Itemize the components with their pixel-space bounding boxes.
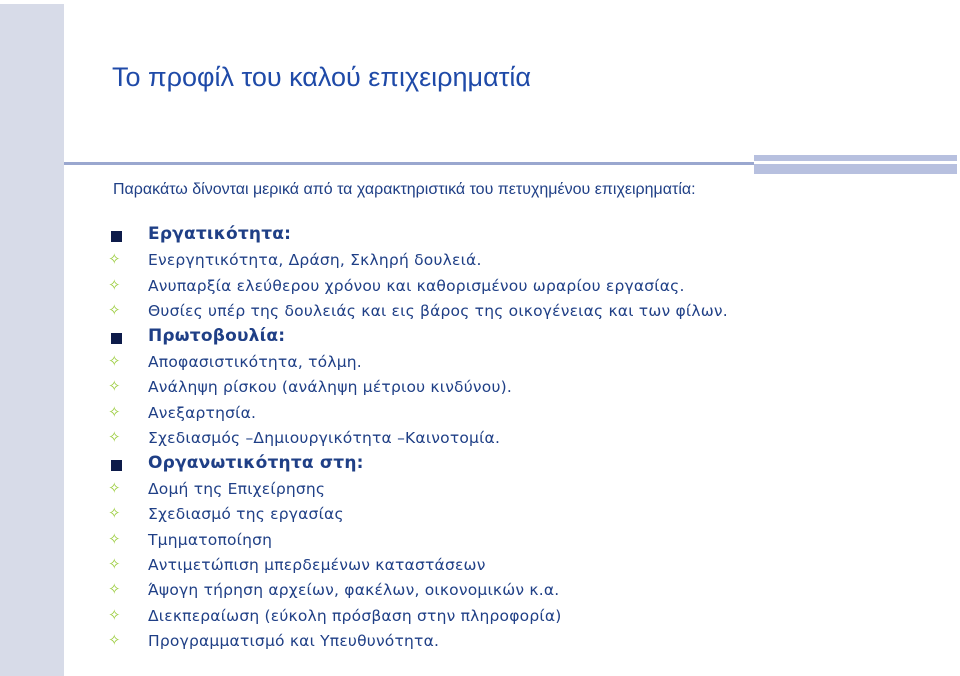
list-item-text: Δομή της Επιχείρησης: [148, 479, 326, 498]
list-item: [108, 274, 928, 299]
diamond-star-bullet-icon: ✧: [108, 580, 121, 599]
list-item-text: Άψογη τήρηση αρχείων, φακέλων, οικονομικών κ.α.: [148, 581, 560, 600]
list-item-text: Ενεργητικότητα, Δράση, Σκληρή δουλειά.: [148, 251, 482, 270]
list-item-text: Σχεδιασμό της εργασίας: [148, 505, 344, 524]
list-item: [108, 426, 928, 451]
list-item-text: Αντιμετώπιση μπερδεμένων καταστάσεων: [148, 556, 486, 575]
list-item-text: Ανεξαρτησία.: [148, 403, 257, 422]
title-divider-line: [64, 162, 754, 165]
list-item: [108, 401, 928, 426]
section-heading-text: Πρωτοβουλία:: [148, 325, 286, 346]
list-item: [108, 553, 928, 578]
diamond-star-bullet-icon: ✧: [108, 504, 121, 523]
list-item: [108, 578, 928, 603]
title-divider-block: [754, 155, 957, 174]
characteristics-list: [108, 223, 928, 655]
list-item: [108, 299, 928, 324]
diamond-star-bullet-icon: ✧: [108, 301, 121, 320]
square-bullet-icon: [111, 231, 122, 242]
diamond-star-bullet-icon: ✧: [108, 555, 121, 574]
diamond-star-bullet-icon: ✧: [108, 478, 121, 497]
square-bullet-icon: [111, 460, 122, 471]
list-item-text: Σχεδιασμός –Δημιουργικότητα –Καινοτομία.: [148, 429, 501, 448]
list-item-text: Θυσίες υπέρ της δουλειάς και εις βάρος της οικογένειας και των φίλων.: [148, 302, 728, 321]
section-heading: [108, 325, 928, 350]
diamond-star-bullet-icon: ✧: [108, 605, 121, 624]
section-heading-text: Οργανωτικότητα στη:: [148, 452, 364, 473]
section-heading-text: Εργατικότητα:: [148, 224, 292, 244]
intro-text: Παρακάτω δίνονται μερικά από τα χαρακτηριστικά του πετυχημένου επιχειρηματία:: [113, 181, 696, 198]
diamond-star-bullet-icon: ✧: [108, 250, 121, 269]
list-item: [108, 528, 928, 553]
list-item: [108, 477, 928, 502]
list-item-text: Διεκπεραίωση (εύκολη πρόσβαση στην πληροφορία): [148, 606, 562, 625]
list-item: [108, 375, 928, 400]
list-item-text: Προγραμματισμό και Υπευθυνότητα.: [148, 632, 440, 651]
list-item: [108, 629, 928, 654]
diamond-star-bullet-icon: ✧: [108, 351, 121, 370]
diamond-star-bullet-icon: ✧: [108, 402, 121, 421]
list-item-text: Ανάληψη ρίσκου (ανάληψη μέτριου κινδύνου).: [148, 378, 512, 397]
list-item: [108, 502, 928, 527]
section-heading: [108, 223, 928, 248]
list-item-text: Ανυπαρξία ελεύθερου χρόνου και καθορισμένου ωραρίου εργασίας.: [148, 276, 685, 295]
list-item: [108, 604, 928, 629]
slide-title: Το προφίλ του καλού επιχειρηματία: [112, 62, 531, 92]
list-item: [108, 248, 928, 273]
list-item-text: Αποφασιστικότητα, τόλμη.: [148, 352, 362, 371]
left-decorative-bar: [0, 4, 64, 676]
diamond-star-bullet-icon: ✧: [108, 377, 121, 396]
square-bullet-icon: [111, 333, 122, 344]
list-item: [108, 350, 928, 375]
list-item-text: Τμηματοποίηση: [148, 530, 273, 549]
diamond-star-bullet-icon: ✧: [108, 275, 121, 294]
diamond-star-bullet-icon: ✧: [108, 631, 121, 650]
diamond-star-bullet-icon: ✧: [108, 428, 121, 447]
diamond-star-bullet-icon: ✧: [108, 529, 121, 548]
section-heading: [108, 452, 928, 477]
